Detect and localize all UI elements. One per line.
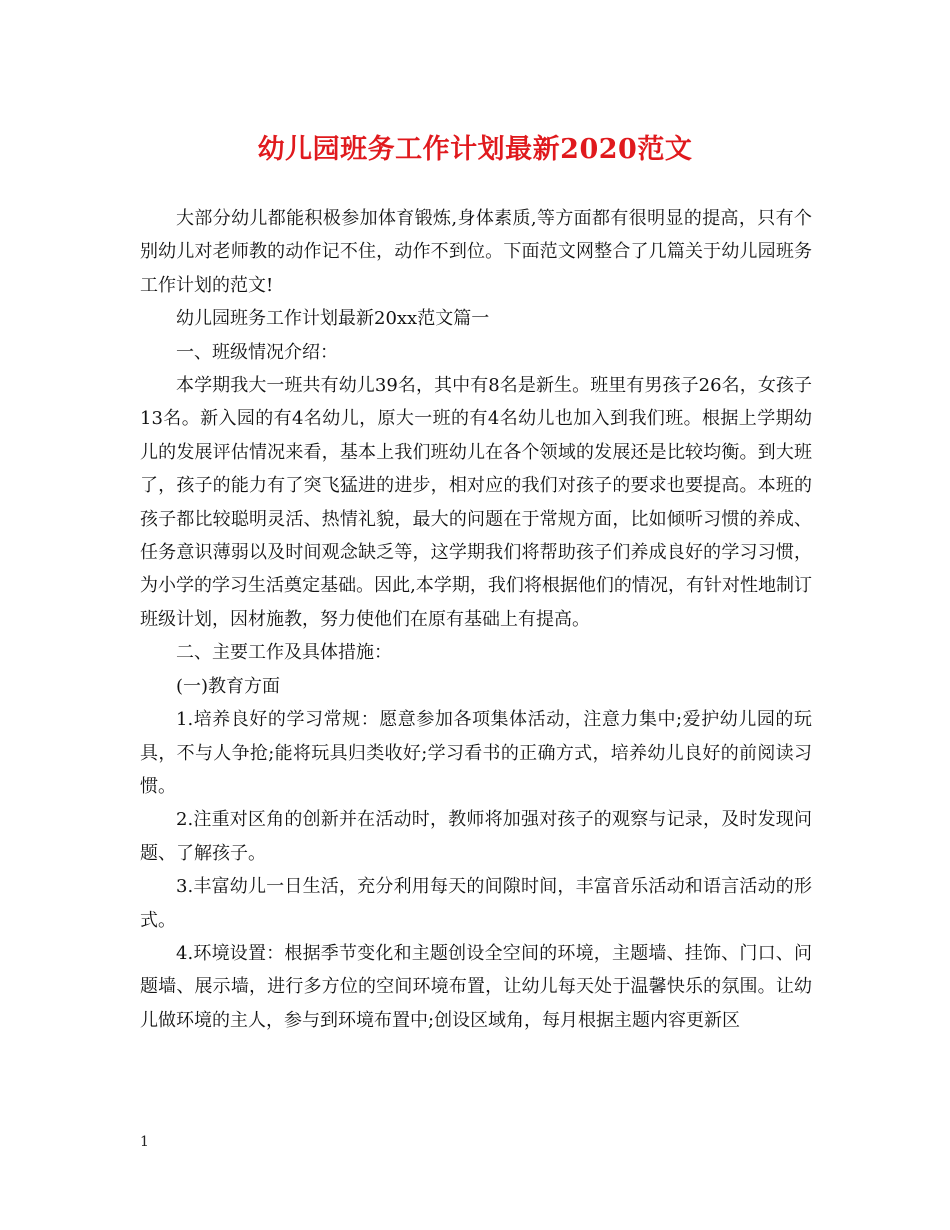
paragraph-intro: 大部分幼儿都能积极参加体育锻炼,身体素质,等方面都有很明显的提高，只有个别幼儿对老师教的动作记不住，动作不到位。下面范文网整合了几篇关于幼儿园班务工作计划的范文! — [140, 208, 812, 296]
paragraph-item-3: 3.丰富幼儿一日生活，充分利用每天的间隙时间，丰富音乐活动和语言活动的形式。 — [140, 876, 812, 931]
document-body — [140, 202, 812, 1037]
paragraph-class-description: 本学期我大一班共有幼儿39名，其中有8名是新生。班里有男孩子26名，女孩子13名。新入园的有4名幼儿，原大一班的有4名幼儿也加入到我们班。根据上学期幼儿的发展评估情况来看，基本上我们班幼儿在各个领域的发展还是比较均衡。到大班了，孩子的能力有了突飞猛进的进步，相对应的我们对孩子的要求也要提高。本班的孩子都比较聪明灵活、热情礼貌，最大的问题在于常规方面，比如倾听习惯的养成、任务意识薄弱以及时间观念缺乏等，这学期我们将帮助孩子们养成良好的学习习惯，为小学的学习生活奠定基础。因此,本学期，我们将根据他们的情况，有针对性地制订班级计划，因材施教，努力使他们在原有基础上有提高。 — [140, 375, 812, 630]
paragraph-item-1: 1.培养良好的学习常规：愿意参加各项集体活动，注意力集中;爱护幼儿园的玩具，不与人争抢;能将玩具归类收好;学习看书的正确方式，培养幼儿良好的前阅读习惯。 — [140, 709, 812, 797]
paragraph-item-4: 4.环境设置：根据季节变化和主题创设全空间的环境，主题墙、挂饰、门口、问题墙、展示墙，进行多方位的空间环境布置，让幼儿每天处于温馨快乐的氛围。让幼儿做环境的主人，参与到环境布置中;创设区域角，每月根据主题内容更新区 — [140, 942, 812, 1031]
paragraph-heading-education: (一)教育方面 — [176, 675, 281, 697]
paragraph-section-heading: 幼儿园班务工作计划最新20xx范文篇一 — [176, 308, 490, 330]
page-number: 1 — [140, 1134, 149, 1150]
paragraph-item-2: 2.注重对区角的创新并在活动时，教师将加强对孩子的观察与记录，及时发现问题、了解孩子。 — [140, 809, 812, 864]
paragraph-heading-main-work: 二、主要工作及具体措施： — [176, 642, 392, 664]
paragraph-heading-class-intro: 一、班级情况介绍： — [176, 341, 338, 363]
document-title: 幼儿园班务工作计划最新2020范文 — [257, 134, 693, 165]
